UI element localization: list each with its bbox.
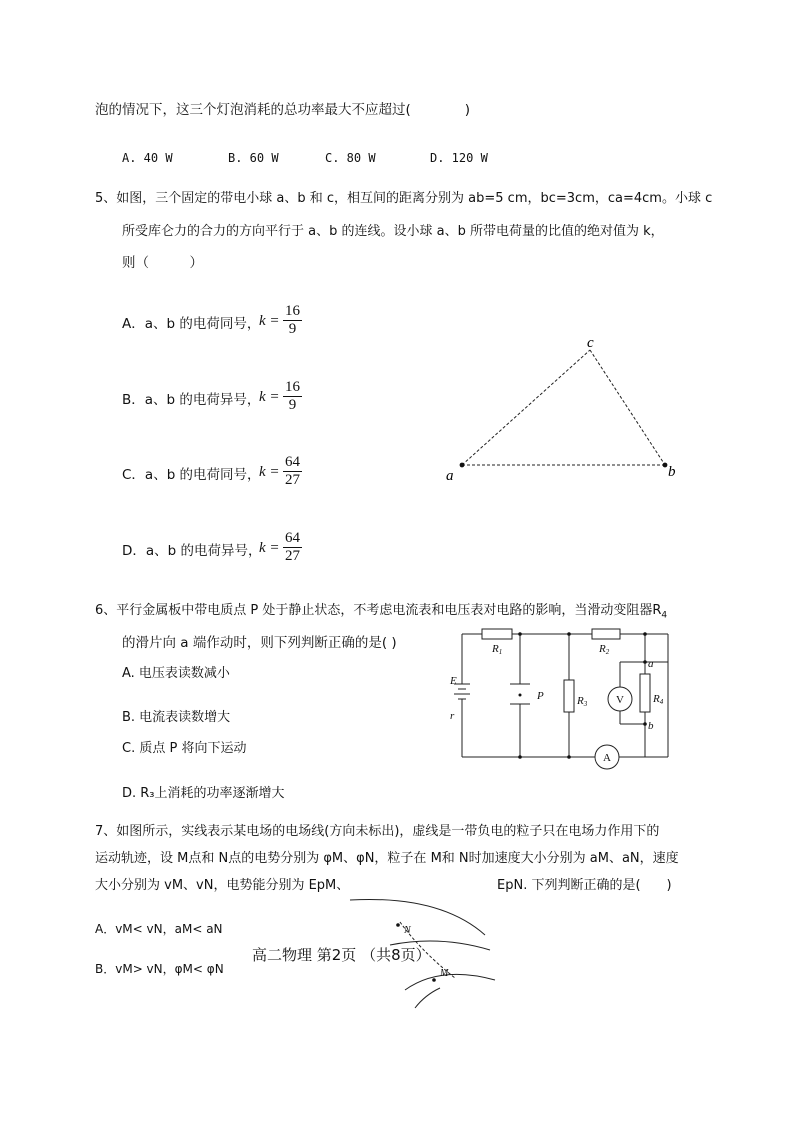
fraction [283, 379, 302, 414]
q7-line-1: 7、如图所示，实线表示某电场的电场线(方向未标出)，虚线是一带负电的粒子只在电场力作用下的 [95, 824, 660, 839]
label-e: E [450, 675, 457, 687]
label-b-end: b [648, 720, 654, 732]
option-c: C. 80 W [325, 151, 376, 165]
label-r2: R2 [599, 643, 610, 656]
label-r4: R4 [653, 693, 664, 706]
q5-option-c: C．a、b 的电荷同号， [122, 467, 261, 483]
resistor-r2 [592, 629, 620, 639]
label-n: N [404, 925, 411, 936]
q6-line-1-text: 6、平行金属板中带电质点 P 处于静止状态，不考虑电流表和电压表对电路的影响，当滑动变阻器R [95, 603, 662, 618]
label-b: b [668, 464, 676, 480]
triangle-figure [440, 330, 690, 490]
label-c: c [587, 335, 594, 351]
q6-line-2: 的滑片向 a 端作动时，则下列判断正确的是( ) [122, 635, 397, 651]
k-symbol: k = [259, 540, 280, 556]
q5-line-1: 5、如图，三个固定的带电小球 a、b 和 c，相互间的距离分别为 ab=5 cm，bc=3cm，ca=4cm。小球 c [95, 191, 713, 206]
resistor-r3 [564, 680, 574, 712]
page-footer: 高二物理 第2页 （共8页） [252, 946, 431, 964]
q6-option-d: D. R₃上消耗的功率逐渐增大 [122, 786, 285, 801]
fraction [283, 303, 302, 338]
denominator: 27 [285, 548, 300, 564]
denominator: 9 [288, 321, 297, 337]
q5-option-d: D．a、b 的电荷异号， [122, 543, 262, 559]
voltmeter-label: V [616, 694, 624, 706]
option-a: A. 40 W [122, 151, 173, 165]
denominator: 27 [285, 472, 300, 488]
q7-line-3b: EpN. 下列判断正确的是( ) [497, 878, 672, 893]
label-m: M [440, 968, 449, 979]
q7-option-a: A．vM< vN，aM< aN [95, 922, 223, 936]
q7-line-2: 运动轨迹，设 M点和 N点的电势分别为 φM、φN，粒子在 M和 N时加速度大小分别为 aM、aN，速度 [95, 851, 679, 866]
denominator: 9 [288, 397, 297, 413]
q6-option-a: A. 电压表读数减小 [122, 666, 230, 681]
label-a: a [446, 468, 454, 484]
numerator: 64 [285, 530, 300, 546]
circuit-diagram [440, 622, 700, 782]
numerator: 16 [285, 303, 300, 319]
label-r1: R1 [492, 643, 503, 656]
option-b: B. 60 W [228, 151, 279, 165]
q6-option-b: B. 电流表读数增大 [122, 710, 231, 725]
ammeter-label: A [603, 752, 611, 764]
continued-question-text: 泡的情况下，这三个灯泡消耗的总功率最大不应超过( ) [95, 102, 471, 118]
resistor-r4 [640, 674, 650, 712]
resistor-r1 [482, 629, 512, 639]
label-r3: R3 [577, 695, 588, 708]
q7-line-3a: 大小分别为 vM、vN，电势能分别为 EpM、 [95, 878, 350, 893]
q7-option-b: B．vM> vN，φM< φN [95, 962, 224, 976]
q5-option-a: A．a、b 的电荷同号， [122, 316, 261, 332]
fraction [283, 454, 302, 489]
q5-option-b: B．a、b 的电荷异号， [122, 392, 261, 408]
r4-subscript: 4 [661, 610, 668, 621]
q5-line-3: 则（ ） [122, 255, 203, 271]
label-r: r [450, 710, 455, 722]
k-symbol: k = [259, 464, 280, 480]
label-a-end: a [648, 658, 654, 670]
numerator: 16 [285, 379, 300, 395]
fraction [283, 530, 302, 565]
k-symbol: k = [259, 313, 280, 329]
k-symbol: k = [259, 389, 280, 405]
option-d: D. 120 W [430, 151, 488, 165]
numerator: 64 [285, 454, 300, 470]
q6-option-c: C. 质点 P 将向下运动 [122, 741, 247, 756]
q5-line-2: 所受库仑力的合力的方向平行于 a、b 的连线。设小球 a、b 所带电荷量的比值的绝对值为 k， [122, 224, 664, 239]
label-p: P [537, 690, 544, 702]
